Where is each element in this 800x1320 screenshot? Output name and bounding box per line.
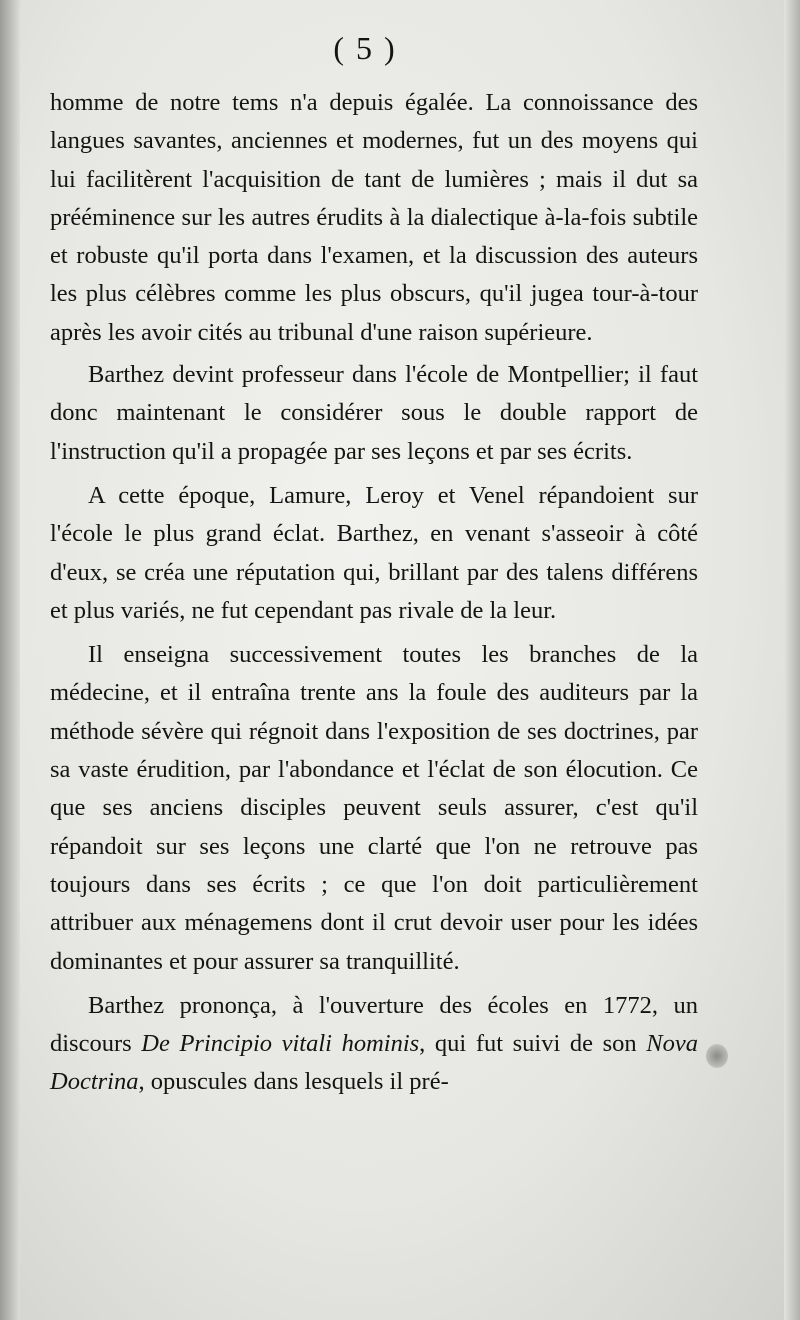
body-text: [50, 84, 698, 1102]
paragraph-5-text-b: , qui fut suivi de son: [419, 1030, 647, 1058]
paragraph-3: A cette époque, Lamure, Leroy et Venel répandoient sur l'école le plus grand éclat. Barthez, en venant s'asseoir à côté d'eux, se créa une réputation qui, brillant par des talens différens et plus variés, ne fut cependant pas rivale de la leur.: [50, 481, 698, 624]
page-edge-shadow: [784, 0, 800, 1320]
paragraph-5-text-a: Barthez prononça, à l'ouverture des écoles en 1772, un discours: [50, 991, 698, 1058]
paragraph-4: Il enseigna successivement toutes les branches de la médecine, et il entraîna trente ans la foule des auditeurs par la méthode sévère qui régnoit dans l'exposition de ses doctrines, par sa vaste érudition, par l'abondance et l'éclat de son élocution. Ce que ses anciens disciples peuvent seuls assurer, c'est qu'il répandoit sur ses leçons une clarté que l'on ne retrouve pas toujours dans ses écrits ; ce que l'on doit particulièrement attribuer aux ménagemens dont il crut devoir user pour les idées dominantes et pour assurer sa tranquillité.: [50, 641, 698, 975]
ink-blot: [706, 1044, 728, 1068]
title-nova-doctrina: Nova Doctrina: [50, 1030, 698, 1096]
page-number: ( 5 ): [333, 30, 397, 66]
paragraph-1: homme de notre tems n'a depuis égalée. La connoissance des langues savantes, anciennes et modernes, fut un des moyens qui lui facilitèrent l'acquisition de tant de lumières ; mais il dut sa prééminence sur les autres érudits à la dialectique à-la-fois subtile et robuste qu'il porta dans l'examen, et la discussion des auteurs les plus célèbres comme les plus obscurs, qu'il jugea tour-à-tour après les avoir cités au tribunal d'une raison supérieure.: [50, 89, 698, 346]
page-gutter-shadow: [0, 0, 20, 1320]
paragraph-5: [50, 987, 698, 1102]
paragraph-2: Barthez devint professeur dans l'école de Montpellier; il faut donc maintenant le considérer sous le double rapport de l'instruction qu'il a propagée par ses leçons et par ses écrits.: [50, 361, 698, 465]
paragraph-5-text-c: , opuscules dans lesquels il pré-: [138, 1068, 449, 1096]
title-de-principio: De Principio vitali hominis: [141, 1030, 420, 1058]
